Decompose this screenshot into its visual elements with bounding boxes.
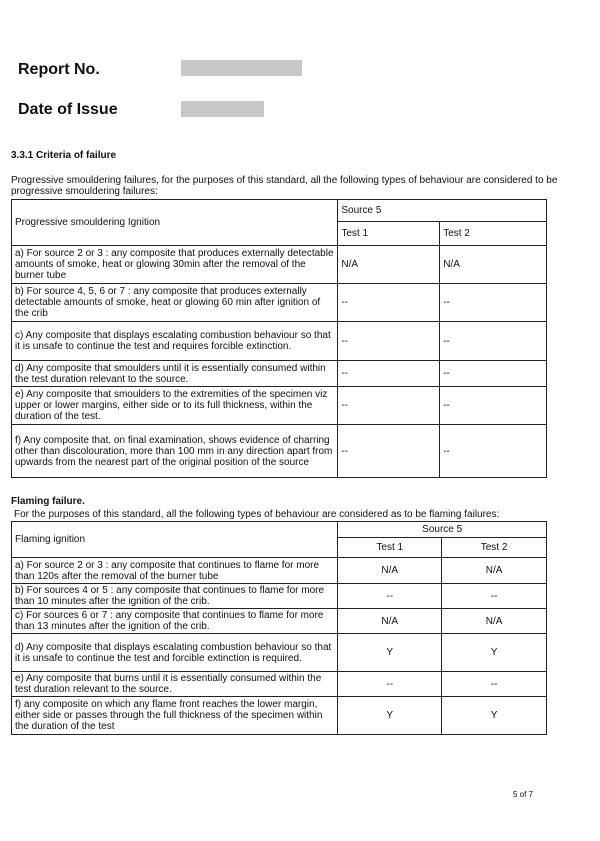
criterion-cell: b) For sources 4 or 5 : any composite that continues to flame for more than 10 minutes after the ignition of the crib. (12, 584, 338, 609)
table-row (12, 697, 547, 735)
criterion-cell: f) any composite on which any flame front reaches the lower margin, either side or passes through the full thickness of the specimen within the duration of the test (12, 697, 338, 735)
criterion-cell: d) Any composite that displays escalating combustion behaviour so that it is unsafe to continue the test and forcible extinction is required. (12, 634, 338, 672)
date-of-issue-label: Date of Issue (18, 101, 118, 118)
test2-cell: -- (440, 387, 547, 425)
table-row (12, 322, 547, 361)
table-row (12, 284, 547, 322)
test2-cell: N/A (442, 558, 547, 584)
test1-cell: -- (338, 361, 440, 387)
smouldering-test1-label: Test 1 (338, 222, 440, 246)
flaming-table (11, 521, 547, 735)
test2-cell: -- (440, 361, 547, 387)
section-title: 3.3.1 Criteria of failure (11, 150, 117, 161)
test1-cell: -- (338, 672, 442, 697)
page-number: 5 of 7 (513, 790, 534, 799)
test1-cell: N/A (338, 558, 442, 584)
date-of-issue-redacted (181, 101, 264, 117)
table-row (12, 558, 547, 584)
test1-cell: -- (338, 425, 440, 478)
test1-cell: N/A (338, 609, 442, 634)
flaming-test1-label: Test 1 (338, 538, 442, 558)
table-row (12, 387, 547, 425)
test2-cell: -- (440, 284, 547, 322)
test1-cell: N/A (338, 246, 440, 284)
test1-cell: Y (338, 634, 442, 672)
smouldering-header-label: Progressive smouldering Ignition (12, 200, 338, 246)
test2-cell: -- (442, 584, 547, 609)
flaming-title: Flaming failure. (11, 496, 85, 507)
flaming-intro: For the purposes of this standard, all the following types of behaviour are considered as to be flaming failures: (14, 509, 500, 520)
test1-cell: -- (338, 584, 442, 609)
criterion-cell: a) For source 2 or 3 : any composite that continues to flame for more than 120s after the removal of the burner tube (12, 558, 338, 584)
test2-cell: N/A (440, 246, 547, 284)
criterion-cell: d) Any composite that smoulders until it is essentially consumed within the test duration relevant to the source. (12, 361, 338, 387)
section-intro: Progressive smouldering failures, for the purposes of this standard, all the following types of behaviour are considered to be progressive smouldering failures: (11, 175, 558, 197)
smouldering-source-label: Source 5 (338, 200, 547, 222)
test2-cell: -- (440, 322, 547, 361)
test1-cell: -- (338, 322, 440, 361)
test2-cell: -- (440, 425, 547, 478)
test1-cell: -- (338, 284, 440, 322)
smouldering-table (11, 199, 547, 478)
criterion-cell: a) For source 2 or 3 : any composite that produces externally detectable amounts of smoke, heat or glowing 30min after the removal of the burner tube (12, 246, 338, 284)
criterion-cell: c) Any composite that displays escalating combustion behaviour so that it is unsafe to continue the test and requires forcible extinction. (12, 322, 338, 361)
test1-cell: Y (338, 697, 442, 735)
criterion-cell: e) Any composite that burns until it is essentially consumed within the test duration relevant to the source. (12, 672, 338, 697)
table-row (12, 634, 547, 672)
flaming-source-label: Source 5 (338, 522, 547, 538)
test1-cell: -- (338, 387, 440, 425)
test2-cell: N/A (442, 609, 547, 634)
criterion-cell: c) For sources 6 or 7 : any composite that continues to flame for more than 13 minutes after the ignition of the crib. (12, 609, 338, 634)
table-row (12, 246, 547, 284)
test2-cell: -- (442, 672, 547, 697)
criterion-cell: b) For source 4, 5, 6 or 7 : any composite that produces externally detectable amounts of smoke, heat or glowing 60 min after ignition of the crib (12, 284, 338, 322)
table-row (12, 361, 547, 387)
table-row (12, 609, 547, 634)
table-row (12, 672, 547, 697)
flaming-header-label: Flaming ignition (12, 522, 338, 558)
flaming-test2-label: Test 2 (442, 538, 547, 558)
report-no-label: Report No. (18, 61, 100, 78)
table-row (12, 584, 547, 609)
test2-cell: Y (442, 697, 547, 735)
table-row (12, 425, 547, 478)
test2-cell: Y (442, 634, 547, 672)
report-no-redacted (181, 60, 302, 76)
criterion-cell: f) Any composite that, on final examination, shows evidence of charring other than discolouration, more than 100 mm in any direction apart from upwards from the nearest part of the original position of the source (12, 425, 338, 478)
smouldering-test2-label: Test 2 (440, 222, 547, 246)
criterion-cell: e) Any composite that smoulders to the extremities of the specimen viz upper or lower margins, either side or to its full thickness, within the duration of the test. (12, 387, 338, 425)
